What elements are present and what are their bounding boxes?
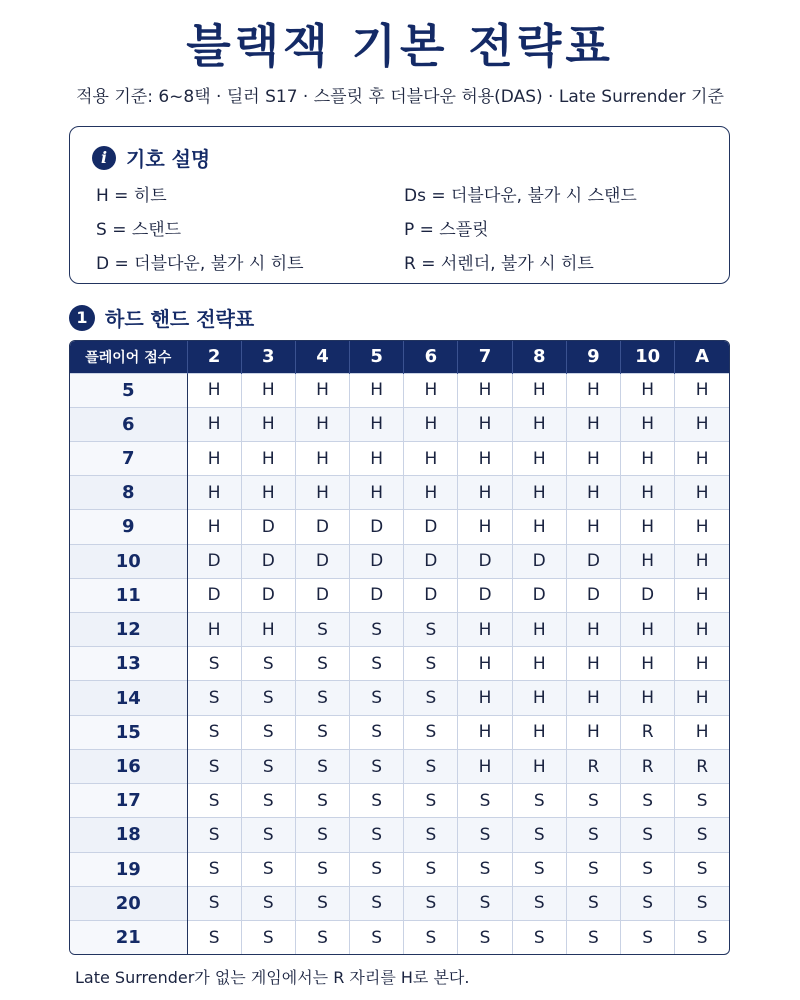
action-cell: D xyxy=(404,578,458,612)
action-cell: D xyxy=(458,544,512,578)
action-cell: S xyxy=(458,852,512,886)
action-cell: H xyxy=(512,715,566,749)
action-cell: H xyxy=(295,476,349,510)
player-total-cell: 20 xyxy=(70,886,187,920)
action-cell: S xyxy=(404,921,458,955)
legend-box xyxy=(69,126,730,284)
action-cell: H xyxy=(350,476,404,510)
action-cell: S xyxy=(350,647,404,681)
action-cell: S xyxy=(350,886,404,920)
action-cell: H xyxy=(621,647,675,681)
action-cell: D xyxy=(187,544,241,578)
legend-title: 기호 설명 xyxy=(126,147,211,171)
action-cell: S xyxy=(621,886,675,920)
action-cell: S xyxy=(241,852,295,886)
action-cell: S xyxy=(187,715,241,749)
action-cell: S xyxy=(241,715,295,749)
action-cell: S xyxy=(241,681,295,715)
action-cell: S xyxy=(295,749,349,783)
action-cell: H xyxy=(458,613,512,647)
action-cell: S xyxy=(404,749,458,783)
column-header-dealer-card: 8 xyxy=(512,341,566,373)
action-cell: S xyxy=(187,852,241,886)
action-cell: D xyxy=(241,510,295,544)
action-cell: R xyxy=(675,749,729,783)
page-title: 블랙잭 기본 전략표 xyxy=(186,19,614,73)
action-cell: H xyxy=(458,681,512,715)
action-cell: S xyxy=(295,784,349,818)
action-cell: S xyxy=(350,818,404,852)
legend-item-hit: H = 히트 xyxy=(96,186,167,206)
column-header-dealer-card: 3 xyxy=(241,341,295,373)
action-cell: H xyxy=(621,681,675,715)
action-cell: S xyxy=(512,921,566,955)
action-cell: S xyxy=(350,715,404,749)
action-cell: H xyxy=(566,681,620,715)
action-cell: S xyxy=(295,681,349,715)
action-cell: S xyxy=(241,647,295,681)
action-cell: H xyxy=(512,647,566,681)
legend-item-double-stand: Ds = 더블다운, 불가 시 스탠드 xyxy=(404,186,637,206)
action-cell: S xyxy=(241,749,295,783)
action-cell: S xyxy=(458,886,512,920)
action-cell: H xyxy=(675,578,729,612)
section-number-badge: 1 xyxy=(69,305,95,331)
table-header-row xyxy=(70,341,729,373)
action-cell: H xyxy=(404,373,458,407)
table-row xyxy=(70,818,729,852)
action-cell: S xyxy=(566,818,620,852)
action-cell: D xyxy=(404,544,458,578)
action-cell: S xyxy=(458,921,512,955)
action-cell: S xyxy=(675,921,729,955)
action-cell: S xyxy=(295,818,349,852)
action-cell: S xyxy=(675,886,729,920)
action-cell: S xyxy=(295,921,349,955)
action-cell: H xyxy=(458,373,512,407)
table-row xyxy=(70,407,729,441)
action-cell: S xyxy=(621,921,675,955)
action-cell: R xyxy=(621,715,675,749)
table-row xyxy=(70,681,729,715)
action-cell: H xyxy=(187,407,241,441)
action-cell: S xyxy=(512,886,566,920)
action-cell: S xyxy=(187,647,241,681)
table-row xyxy=(70,510,729,544)
column-header-dealer-card: 4 xyxy=(295,341,349,373)
action-cell: S xyxy=(621,784,675,818)
column-header-dealer-card: A xyxy=(675,341,729,373)
action-cell: D xyxy=(295,578,349,612)
table-row xyxy=(70,578,729,612)
action-cell: S xyxy=(404,681,458,715)
action-cell: S xyxy=(404,715,458,749)
action-cell: S xyxy=(512,784,566,818)
action-cell: S xyxy=(187,921,241,955)
action-cell: D xyxy=(458,578,512,612)
action-cell: H xyxy=(350,407,404,441)
action-cell: H xyxy=(675,510,729,544)
action-cell: S xyxy=(566,886,620,920)
action-cell: S xyxy=(295,886,349,920)
action-cell: H xyxy=(675,407,729,441)
action-cell: H xyxy=(566,441,620,475)
table-row xyxy=(70,647,729,681)
action-cell: H xyxy=(566,647,620,681)
action-cell: H xyxy=(675,647,729,681)
action-cell: H xyxy=(675,681,729,715)
action-cell: H xyxy=(621,544,675,578)
action-cell: D xyxy=(512,578,566,612)
action-cell: S xyxy=(187,886,241,920)
action-cell: H xyxy=(404,476,458,510)
column-header-dealer-card: 7 xyxy=(458,341,512,373)
action-cell: H xyxy=(241,407,295,441)
action-cell: S xyxy=(621,818,675,852)
action-cell: S xyxy=(404,613,458,647)
player-total-cell: 11 xyxy=(70,578,187,612)
table-row xyxy=(70,749,729,783)
action-cell: S xyxy=(512,852,566,886)
action-cell: S xyxy=(187,784,241,818)
action-cell: D xyxy=(295,544,349,578)
action-cell: H xyxy=(295,441,349,475)
action-cell: S xyxy=(187,818,241,852)
action-cell: S xyxy=(350,852,404,886)
action-cell: H xyxy=(241,476,295,510)
action-cell: S xyxy=(241,921,295,955)
table-row xyxy=(70,852,729,886)
action-cell: H xyxy=(621,407,675,441)
action-cell: S xyxy=(566,784,620,818)
action-cell: D xyxy=(512,544,566,578)
action-cell: S xyxy=(404,818,458,852)
legend-item-split: P = 스플릿 xyxy=(404,220,489,240)
action-cell: H xyxy=(566,407,620,441)
action-cell: H xyxy=(404,407,458,441)
column-header-dealer-card: 2 xyxy=(187,341,241,373)
action-cell: H xyxy=(512,407,566,441)
action-cell: S xyxy=(458,818,512,852)
player-total-cell: 7 xyxy=(70,441,187,475)
action-cell: H xyxy=(621,476,675,510)
action-cell: S xyxy=(295,852,349,886)
action-cell: D xyxy=(350,544,404,578)
action-cell: S xyxy=(295,613,349,647)
action-cell: H xyxy=(566,613,620,647)
action-cell: H xyxy=(458,510,512,544)
action-cell: S xyxy=(350,681,404,715)
action-cell: S xyxy=(350,749,404,783)
table-row xyxy=(70,886,729,920)
action-cell: H xyxy=(566,373,620,407)
player-total-cell: 10 xyxy=(70,544,187,578)
column-header-dealer-card: 5 xyxy=(350,341,404,373)
action-cell: S xyxy=(241,886,295,920)
action-cell: R xyxy=(566,749,620,783)
player-total-cell: 13 xyxy=(70,647,187,681)
action-cell: D xyxy=(621,578,675,612)
column-header-dealer-card: 6 xyxy=(404,341,458,373)
action-cell: S xyxy=(566,921,620,955)
action-cell: H xyxy=(350,441,404,475)
action-cell: H xyxy=(241,613,295,647)
action-cell: H xyxy=(350,373,404,407)
action-cell: S xyxy=(241,818,295,852)
action-cell: H xyxy=(241,373,295,407)
action-cell: H xyxy=(675,544,729,578)
player-total-cell: 17 xyxy=(70,784,187,818)
action-cell: D xyxy=(404,510,458,544)
table-row xyxy=(70,613,729,647)
action-cell: D xyxy=(295,510,349,544)
legend-item-stand: S = 스탠드 xyxy=(96,220,182,240)
action-cell: S xyxy=(404,886,458,920)
action-cell: H xyxy=(512,749,566,783)
action-cell: H xyxy=(675,441,729,475)
action-cell: H xyxy=(675,715,729,749)
action-cell: H xyxy=(458,749,512,783)
action-cell: R xyxy=(621,749,675,783)
action-cell: D xyxy=(566,578,620,612)
action-cell: H xyxy=(241,441,295,475)
action-cell: H xyxy=(566,510,620,544)
action-cell: H xyxy=(187,510,241,544)
action-cell: H xyxy=(675,373,729,407)
action-cell: H xyxy=(458,647,512,681)
player-total-cell: 15 xyxy=(70,715,187,749)
column-header-dealer-card: 9 xyxy=(566,341,620,373)
action-cell: S xyxy=(566,852,620,886)
table-row xyxy=(70,921,729,955)
action-cell: H xyxy=(295,407,349,441)
action-cell: S xyxy=(404,784,458,818)
section-title: 하드 핸드 전략표 xyxy=(105,307,255,331)
action-cell: H xyxy=(187,373,241,407)
player-total-cell: 12 xyxy=(70,613,187,647)
action-cell: D xyxy=(241,544,295,578)
action-cell: H xyxy=(295,373,349,407)
action-cell: H xyxy=(458,407,512,441)
action-cell: H xyxy=(512,613,566,647)
action-cell: D xyxy=(350,510,404,544)
action-cell: H xyxy=(187,441,241,475)
action-cell: S xyxy=(350,921,404,955)
page-subtitle: 적용 기준: 6~8택 · 딜러 S17 · 스플릿 후 더블다운 허용(DAS) · Late Surrender 기준 xyxy=(76,87,724,107)
action-cell: S xyxy=(675,784,729,818)
action-cell: S xyxy=(350,784,404,818)
action-cell: S xyxy=(295,647,349,681)
action-cell: S xyxy=(458,784,512,818)
action-cell: H xyxy=(675,613,729,647)
action-cell: H xyxy=(187,476,241,510)
action-cell: H xyxy=(458,476,512,510)
player-total-cell: 16 xyxy=(70,749,187,783)
player-total-cell: 5 xyxy=(70,373,187,407)
action-cell: H xyxy=(187,613,241,647)
action-cell: H xyxy=(566,715,620,749)
action-cell: S xyxy=(621,852,675,886)
action-cell: H xyxy=(566,476,620,510)
action-cell: S xyxy=(187,681,241,715)
action-cell: H xyxy=(512,681,566,715)
action-cell: S xyxy=(404,852,458,886)
table-row xyxy=(70,373,729,407)
player-total-cell: 8 xyxy=(70,476,187,510)
action-cell: S xyxy=(404,647,458,681)
hard-hand-strategy-table xyxy=(70,341,729,954)
column-header-dealer-card: 10 xyxy=(621,341,675,373)
player-total-cell: 6 xyxy=(70,407,187,441)
section-header xyxy=(69,303,254,332)
action-cell: H xyxy=(675,476,729,510)
player-total-cell: 9 xyxy=(70,510,187,544)
player-total-cell: 14 xyxy=(70,681,187,715)
legend-header xyxy=(92,143,210,172)
action-cell: D xyxy=(350,578,404,612)
legend-item-surrender: R = 서렌더, 불가 시 히트 xyxy=(404,254,594,274)
action-cell: S xyxy=(675,852,729,886)
action-cell: S xyxy=(241,784,295,818)
footnote: Late Surrender가 없는 게임에서는 R 자리를 H로 본다. xyxy=(75,968,470,987)
column-header-player-total: 플레이어 점수 xyxy=(70,341,187,373)
table-row xyxy=(70,441,729,475)
action-cell: S xyxy=(187,749,241,783)
table-row xyxy=(70,544,729,578)
table-body xyxy=(70,373,729,954)
action-cell: H xyxy=(621,373,675,407)
table-row xyxy=(70,784,729,818)
action-cell: H xyxy=(458,441,512,475)
player-total-cell: 19 xyxy=(70,852,187,886)
action-cell: H xyxy=(621,441,675,475)
table-row xyxy=(70,476,729,510)
action-cell: H xyxy=(512,373,566,407)
action-cell: H xyxy=(621,510,675,544)
action-cell: H xyxy=(512,476,566,510)
info-icon: i xyxy=(92,146,116,170)
player-total-cell: 21 xyxy=(70,921,187,955)
action-cell: H xyxy=(458,715,512,749)
action-cell: H xyxy=(512,510,566,544)
action-cell: D xyxy=(566,544,620,578)
legend-item-double: D = 더블다운, 불가 시 히트 xyxy=(96,254,304,274)
action-cell: D xyxy=(187,578,241,612)
action-cell: S xyxy=(295,715,349,749)
player-total-cell: 18 xyxy=(70,818,187,852)
action-cell: D xyxy=(241,578,295,612)
table-row xyxy=(70,715,729,749)
action-cell: S xyxy=(350,613,404,647)
action-cell: H xyxy=(621,613,675,647)
strategy-table-container xyxy=(69,340,730,955)
action-cell: H xyxy=(512,441,566,475)
action-cell: H xyxy=(404,441,458,475)
action-cell: S xyxy=(675,818,729,852)
action-cell: S xyxy=(512,818,566,852)
